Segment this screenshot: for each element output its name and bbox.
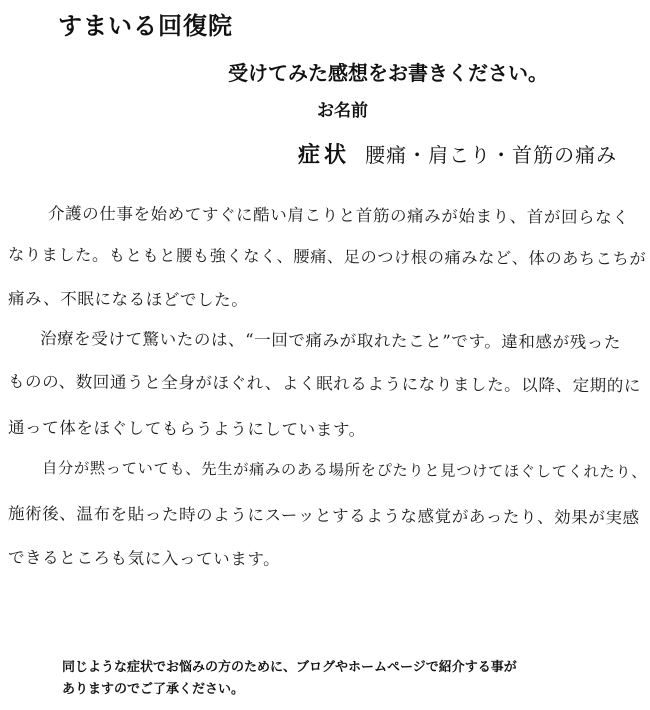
testimonial-line: なりました。もともと腰も強くなく、腰痛、足のつけ根の痛みなど、体のあちこちが [7,245,647,269]
testimonial-line: 自分が黙っていても、先生が痛みのある場所をぴたりと見つけてほぐしてくれたり、 [41,459,648,482]
testimonial-line: 施術後、温布を貼った時のようにスーッとするような感覚があったり、効果が実感 [7,504,640,528]
testimonial-line: 通って体をほぐしてもらうようにしています。 [7,418,366,440]
testimonial-line: 介護の仕事を始めてすぐに酷い肩こりと首筋の痛みが始まり、首が回らなく [47,204,630,228]
symptoms-row [298,138,617,169]
testimonial-line: 治療を受けて驚いたのは、“一回で痛みが取れたこと”です。違和感が残った [39,329,622,353]
footer-note-line-2: ありますのでご了承ください。 [62,682,245,697]
symptoms-label: 症状 [298,142,351,168]
testimonial-line: できるところも気に入っています。 [7,548,281,569]
clinic-name: すまいる回復院 [58,12,233,40]
testimonial-line: ものの、数回通うと全身がほぐれ、よく眠れるようになりました。以降、定期的に [7,372,642,396]
footer-note-line-1: 同じような症状でお悩みの方のために、ブログやホームページで紹介する事が [62,660,517,675]
testimonial-line: 痛み、不眠になるほどでした。 [7,289,249,310]
name-label: お名前 [317,101,368,121]
form-prompt: 受けてみた感想をお書きください。 [228,61,548,85]
symptoms-value: 腰痛・肩こり・首筋の痛み [365,143,618,167]
